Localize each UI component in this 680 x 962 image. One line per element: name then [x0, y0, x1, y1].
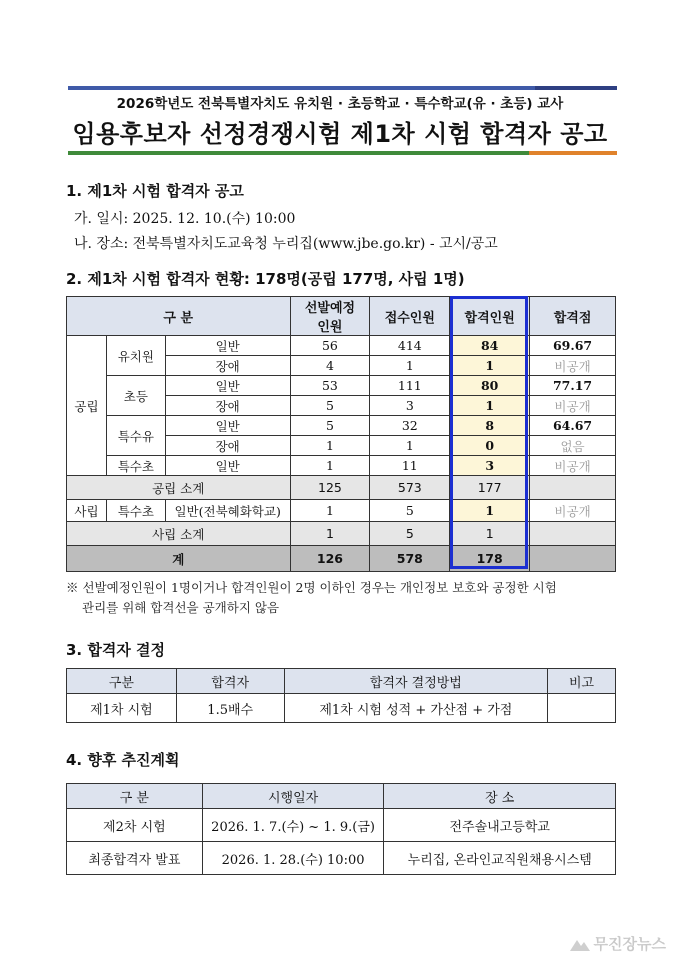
table-row — [67, 842, 616, 875]
header-planned: 선발예정 인원 — [290, 297, 370, 336]
row-applicants: 11 — [370, 456, 450, 476]
row-applicants: 414 — [370, 336, 450, 356]
private-row — [67, 500, 616, 522]
section4-heading: 4. 향후 추진계획 — [66, 751, 180, 769]
schedule-header-category: 구 분 — [67, 784, 203, 809]
row-planned: 56 — [290, 336, 370, 356]
row-passed: 84 — [450, 336, 530, 356]
table-row — [67, 416, 616, 436]
decision-remarks — [548, 694, 616, 723]
row-cutoff: 비공개 — [530, 500, 616, 522]
row-cutoff: 비공개 — [530, 356, 616, 376]
header-cutoff: 합격점 — [530, 297, 616, 336]
row-planned: 5 — [290, 396, 370, 416]
row-cutoff: 77.17 — [530, 376, 616, 396]
section3-heading: 3. 합격자 결정 — [66, 641, 166, 659]
row-applicants: 1 — [370, 436, 450, 456]
schedule-category: 최종합격자 발표 — [67, 842, 203, 875]
private-label: 사립 — [67, 500, 107, 522]
row-passed: 0 — [450, 436, 530, 456]
public-subtotal-planned: 125 — [290, 476, 370, 500]
row-cutoff: 비공개 — [530, 456, 616, 476]
schedule-category: 제2차 시험 — [67, 809, 203, 842]
public-label: 공립 — [67, 336, 107, 476]
private-subtotal-passed: 1 — [450, 522, 530, 546]
total-applicants: 578 — [370, 546, 450, 572]
public-subtotal-row — [67, 476, 616, 500]
row-type: 장애 — [165, 396, 290, 416]
header-top-bar — [68, 86, 617, 90]
table-row — [67, 456, 616, 476]
total-passed: 178 — [450, 546, 530, 572]
notice-date: 가. 일시: 2025. 12. 10.(수) 10:00 — [74, 211, 296, 227]
page-title: 임용후보자 선정경쟁시험 제1차 시험 합격자 공고 — [72, 120, 608, 148]
decision-table — [66, 668, 616, 723]
total-row — [67, 546, 616, 572]
row-planned: 5 — [290, 416, 370, 436]
notice-place: 나. 장소: 전북특별자치도교육청 누리집(www.jbe.go.kr) - 고시/공고 — [74, 236, 498, 252]
row-passed: 3 — [450, 456, 530, 476]
table-row — [67, 694, 616, 723]
row-planned: 1 — [290, 456, 370, 476]
results-table — [66, 296, 616, 572]
decision-header-passers: 합격자 — [176, 669, 284, 694]
row-cutoff: 비공개 — [530, 396, 616, 416]
public-subtotal-label: 공립 소계 — [67, 476, 291, 500]
decision-header-category: 구분 — [67, 669, 177, 694]
row-type: 장애 — [165, 356, 290, 376]
page-subtitle: 2026학년도 전북특별자치도 유치원 · 초등학교 · 특수학교(유 · 초등) 교사 — [116, 96, 564, 112]
schedule-header-date: 시행일자 — [202, 784, 384, 809]
header-applicants: 접수인원 — [370, 297, 450, 336]
public-subtotal-applicants: 573 — [370, 476, 450, 500]
decision-category: 제1차 시험 — [67, 694, 177, 723]
row-applicants: 32 — [370, 416, 450, 436]
row-applicants: 111 — [370, 376, 450, 396]
row-planned: 53 — [290, 376, 370, 396]
private-subtotal-label: 사립 소계 — [67, 522, 291, 546]
decision-method: 제1차 시험 성적 + 가산점 + 가점 — [284, 694, 547, 723]
total-label: 계 — [67, 546, 291, 572]
row-type: 일반(전북혜화학교) — [165, 500, 290, 522]
row-type: 일반 — [165, 416, 290, 436]
decision-header-remarks: 비고 — [548, 669, 616, 694]
private-subtotal-planned: 1 — [290, 522, 370, 546]
group-kinder: 유치원 — [106, 336, 165, 376]
section2-heading: 2. 제1차 시험 합격자 현황: 178명(공립 177명, 사립 1명) — [66, 270, 465, 288]
section1-heading: 1. 제1차 시험 합격자 공고 — [66, 182, 244, 200]
private-subtotal-row — [67, 522, 616, 546]
row-passed: 8 — [450, 416, 530, 436]
public-subtotal-cutoff — [530, 476, 616, 500]
row-planned: 1 — [290, 436, 370, 456]
header-bottom-bar — [68, 151, 617, 155]
decision-passers: 1.5배수 — [176, 694, 284, 723]
schedule-table — [66, 783, 616, 875]
total-planned: 126 — [290, 546, 370, 572]
row-applicants: 1 — [370, 356, 450, 376]
group-special-elem: 특수초 — [106, 456, 165, 476]
row-applicants: 3 — [370, 396, 450, 416]
row-passed: 1 — [450, 356, 530, 376]
row-passed: 1 — [450, 396, 530, 416]
row-type: 일반 — [165, 456, 290, 476]
row-type: 장애 — [165, 436, 290, 456]
row-passed: 1 — [450, 500, 530, 522]
row-cutoff: 64.67 — [530, 416, 616, 436]
news-watermark: 무진장뉴스 — [570, 933, 666, 954]
schedule-place: 누리집, 온라인교직원채용시스템 — [384, 842, 616, 875]
public-subtotal-passed: 177 — [450, 476, 530, 500]
decision-header-method: 합격자 결정방법 — [284, 669, 547, 694]
group-elem: 초등 — [106, 376, 165, 416]
schedule-date: 2026. 1. 28.(수) 10:00 — [202, 842, 384, 875]
total-cutoff — [530, 546, 616, 572]
schedule-date: 2026. 1. 7.(수) ~ 1. 9.(금) — [202, 809, 384, 842]
row-type: 일반 — [165, 336, 290, 356]
table-row — [67, 809, 616, 842]
table-row — [67, 336, 616, 356]
row-cutoff: 69.67 — [530, 336, 616, 356]
row-type: 일반 — [165, 376, 290, 396]
header-category: 구 분 — [67, 297, 291, 336]
row-applicants: 5 — [370, 500, 450, 522]
private-subtotal-applicants: 5 — [370, 522, 450, 546]
group-private-special: 특수초 — [106, 500, 165, 522]
row-cutoff: 없음 — [530, 436, 616, 456]
cutoff-disclosure-note: ※ 선발예정인원이 1명이거나 합격인원이 2명 이하인 경우는 개인정보 보호와 공정한 시험 관리를 위해 합격선을 공개하지 않음 — [66, 580, 557, 615]
table-row — [67, 376, 616, 396]
schedule-header-place: 장 소 — [384, 784, 616, 809]
header-passed: 합격인원 — [450, 297, 530, 336]
row-planned: 4 — [290, 356, 370, 376]
group-special-kinder: 특수유 — [106, 416, 165, 456]
mountain-logo-icon — [570, 937, 590, 951]
schedule-place: 전주솔내고등학교 — [384, 809, 616, 842]
private-subtotal-cutoff — [530, 522, 616, 546]
row-planned: 1 — [290, 500, 370, 522]
row-passed: 80 — [450, 376, 530, 396]
